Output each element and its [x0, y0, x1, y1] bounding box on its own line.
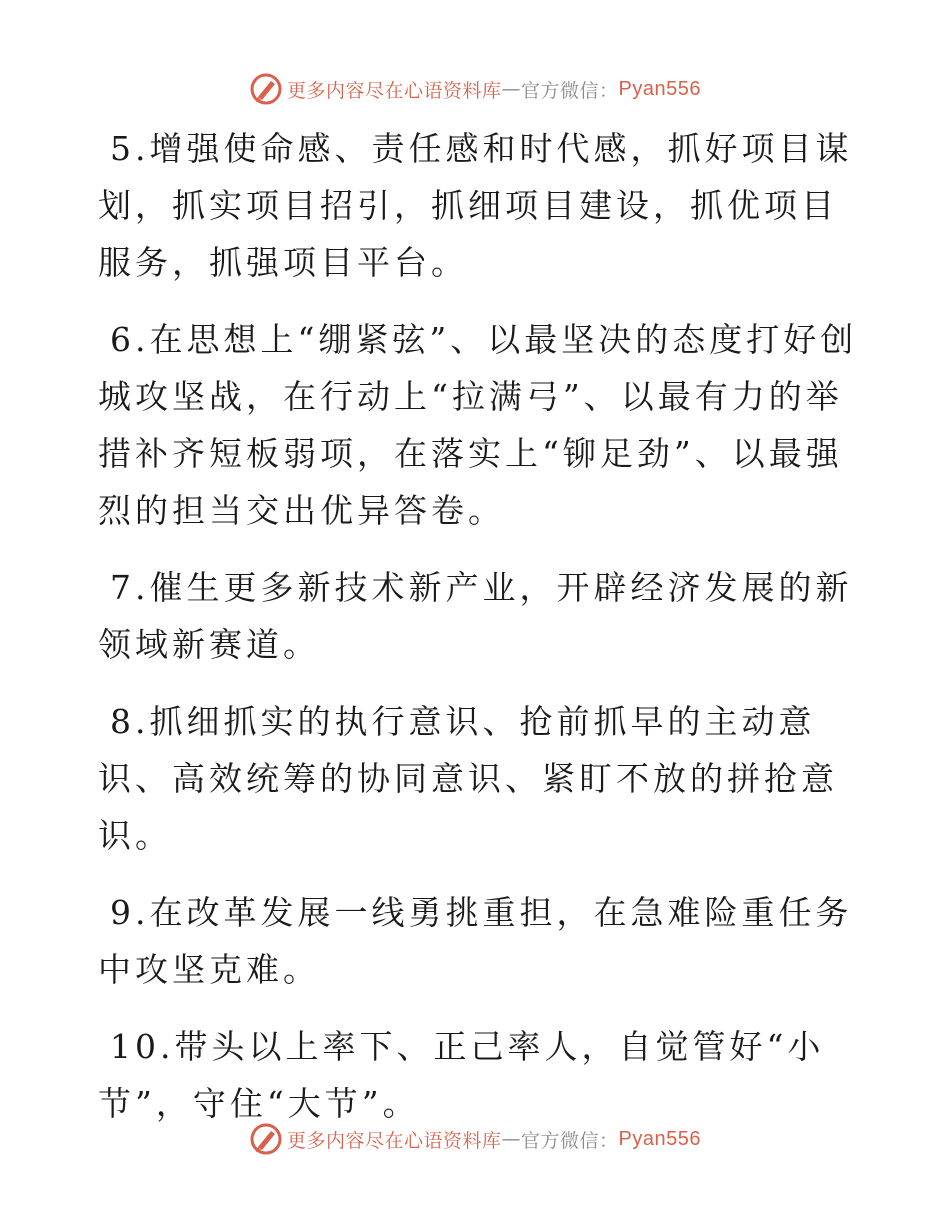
footer-watermark: [0, 1122, 950, 1156]
list-item: 5.增强使命感、责任感和时代感，抓好项目谋划，抓实项目招引，抓细项目建设，抓优项目服务，抓强项目平台。: [98, 129, 853, 282]
watermark-dash: —: [501, 1128, 522, 1150]
watermark-red-text: 更多内容尽在心语资料库: [287, 1129, 502, 1152]
list-item: 10.带头以上率下、正己率人，自觉管好“小节”，守住“大节”。: [98, 1027, 825, 1123]
pen-logo-icon: [249, 72, 283, 106]
watermark-red-text: 更多内容尽在心语资料库: [287, 79, 502, 102]
list-item: 7.催生更多新技术新产业，开辟经济发展的新领域新赛道。: [98, 568, 853, 664]
watermark-dash: —: [501, 78, 522, 100]
header-watermark: [0, 72, 950, 106]
list-item: 8.抓细抓实的执行意识、抢前抓早的主动意识、高效统筹的协同意识、紧盯不放的拼抢意识。: [98, 702, 838, 855]
watermark-id: Pyan556: [618, 1127, 701, 1150]
pen-logo-icon: [249, 1122, 283, 1156]
list-item: 9.在改革发展一线勇挑重担，在急难险重任务中攻坚克难。: [98, 893, 853, 989]
document-body: [98, 120, 858, 1152]
watermark-gray-text: 官方微信：: [521, 1129, 619, 1152]
watermark-id: Pyan556: [618, 77, 701, 100]
watermark-gray-text: 官方微信：: [521, 79, 619, 102]
list-item: 6.在思想上“绷紧弦”、以最坚决的态度打好创城攻坚战，在行动上“拉满弓”、以最有力的举措补齐短板弱项，在落实上“铆足劲”、以最强烈的担当交出优异答卷。: [98, 320, 858, 530]
